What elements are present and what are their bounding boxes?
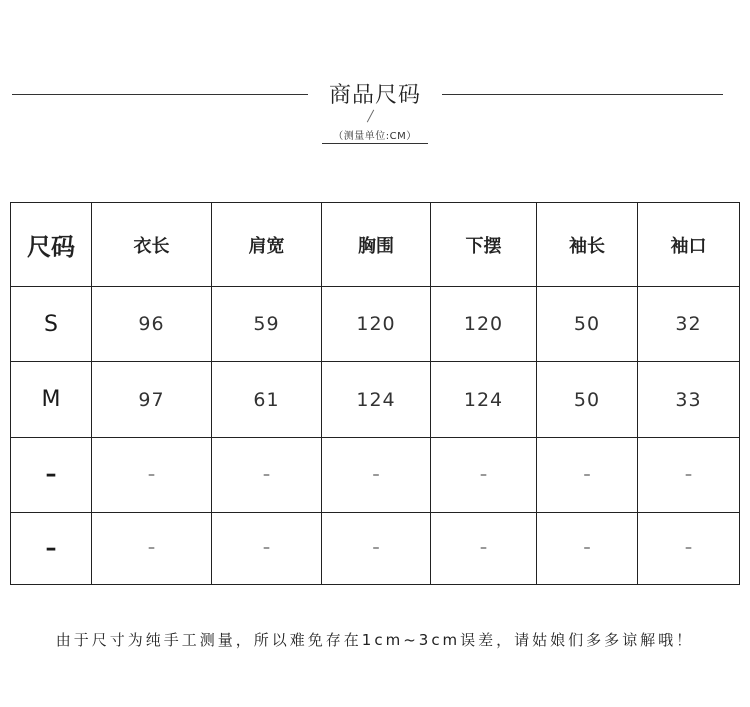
value-cell: –: [431, 512, 537, 584]
value-cell: –: [212, 437, 322, 512]
value-cell: –: [212, 512, 322, 584]
header-sleeve-length: 袖长: [537, 203, 638, 287]
value-cell: –: [537, 437, 638, 512]
size-cell: –: [11, 512, 92, 584]
value-cell: –: [431, 437, 537, 512]
header-hem: 下摆: [431, 203, 537, 287]
value-cell: 120: [322, 287, 431, 362]
table-row: [11, 512, 740, 584]
unit-label: （测量单位:CM）: [333, 131, 417, 142]
header-shoulder: 肩宽: [212, 203, 322, 287]
value-cell: 61: [212, 362, 322, 437]
unit-underline: [322, 143, 428, 144]
measurement-note: 由于尺寸为纯手工测量，所以难免存在1cm~3cm误差，请姑娘们多多谅解哦！: [55, 631, 695, 649]
value-cell: 96: [92, 287, 212, 362]
header-length: 衣长: [92, 203, 212, 287]
value-cell: 50: [537, 287, 638, 362]
value-cell: 124: [322, 362, 431, 437]
decorative-slash: [367, 110, 374, 123]
title-rule-left: [12, 94, 308, 95]
table-row: [11, 287, 740, 362]
value-cell: 97: [92, 362, 212, 437]
value-cell: –: [537, 512, 638, 584]
value-cell: 32: [638, 287, 740, 362]
size-cell: –: [11, 437, 92, 512]
value-cell: 59: [212, 287, 322, 362]
table-row: [11, 437, 740, 512]
size-cell: S: [11, 287, 92, 362]
header-size: 尺码: [11, 203, 92, 287]
header-cuff: 袖口: [638, 203, 740, 287]
value-cell: 33: [638, 362, 740, 437]
value-cell: 120: [431, 287, 537, 362]
value-cell: –: [92, 437, 212, 512]
table-row: [11, 362, 740, 437]
page-title: 商品尺码: [328, 83, 421, 108]
value-cell: –: [322, 512, 431, 584]
size-table: [10, 202, 740, 585]
header-chest: 胸围: [322, 203, 431, 287]
value-cell: –: [322, 437, 431, 512]
value-cell: –: [638, 512, 740, 584]
value-cell: 124: [431, 362, 537, 437]
title-rule-right: [442, 94, 723, 95]
value-cell: –: [638, 437, 740, 512]
value-cell: 50: [537, 362, 638, 437]
size-cell: M: [11, 362, 92, 437]
table-header-row: [11, 203, 740, 287]
value-cell: –: [92, 512, 212, 584]
